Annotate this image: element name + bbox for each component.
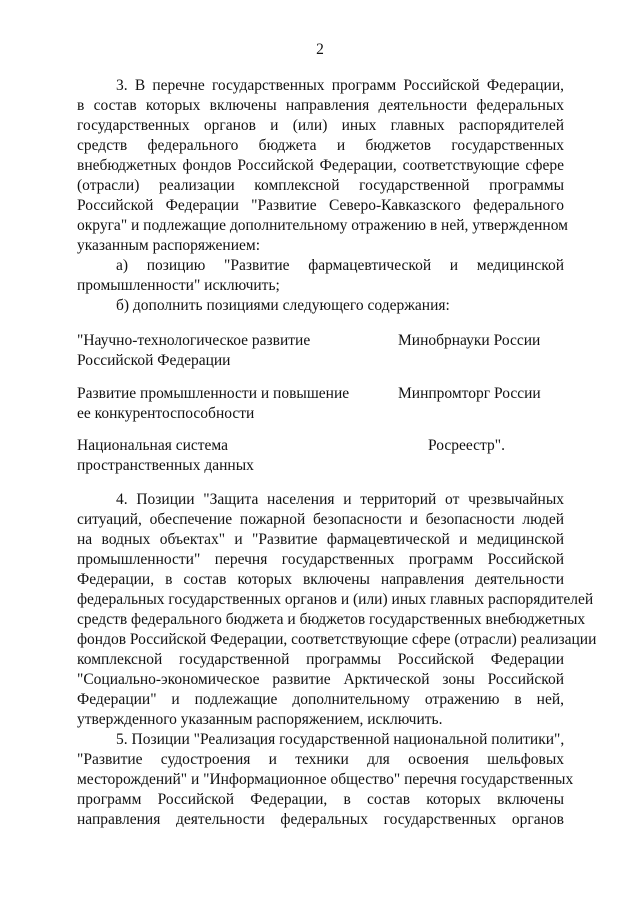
text-line: фондов Российской Федерации, соответствующие сфере (отрасли) реализации: [77, 631, 597, 648]
text-line: Российской Федерации "Развитие Северо-Кавказского федерального: [77, 197, 564, 214]
text-line: Федерации" и подлежащие дополнительному отражению в ней,: [77, 691, 564, 708]
text-line: на водных объектах" и "Развитие фармацевтической и медицинской: [77, 531, 564, 548]
text-line: "Социально-экономическое развитие Арктической зоны Российской: [77, 671, 564, 688]
position-agency: Минпромторг России: [398, 385, 541, 402]
position-agency: Минобрнауки России: [398, 332, 541, 349]
position-name: Национальная система: [77, 437, 228, 454]
text-line: указанным распоряжением:: [77, 237, 261, 254]
text-line: Федерации, в состав которых включены направления деятельности: [77, 571, 564, 588]
text-line: федеральных государственных органов и (или) иных главных распорядителей: [77, 591, 594, 608]
text-line: 3. В перечне государственных программ Российской Федерации,: [116, 77, 564, 94]
text-line: а) позицию "Развитие фармацевтической и медицинской: [116, 257, 564, 274]
text-line: средств федерального бюджета и бюджетов государственных: [77, 137, 564, 154]
text-line: 5. Позиции "Реализация государственной национальной политики",: [116, 731, 565, 748]
text-line: средств федерального бюджета и бюджетов государственных внебюджетных: [77, 611, 586, 628]
position-name: Развитие промышленности и повышение: [77, 385, 350, 402]
text-line: 4. Позиции "Защита населения и территорий от чрезвычайных: [116, 491, 564, 508]
text-line: внебюджетных фондов Российской Федерации, соответствующие сфере: [77, 157, 564, 174]
text-line: государственных органов и (или) иных главных распорядителей: [77, 117, 564, 134]
position-name: Российской Федерации: [77, 352, 231, 369]
text-line: промышленности" исключить;: [77, 277, 280, 294]
position-agency: Росреестр".: [428, 437, 505, 454]
text-line: в состав которых включены направления деятельности федеральных: [77, 97, 564, 114]
text-line: округа" и подлежащие дополнительному отражению в ней, утвержденном: [77, 217, 568, 234]
text-line: месторождений" и "Информационное общество" перечня государственных: [77, 771, 574, 788]
text-line: направления деятельности федеральных государственных органов: [77, 811, 564, 828]
position-name: "Научно-технологическое развитие: [77, 332, 311, 349]
text-line: (отрасли) реализации комплексной государственной программы: [77, 177, 564, 194]
text-line: комплексной государственной программы Российской Федерации: [77, 651, 564, 668]
text-line: программ Российской Федерации, в состав которых включены: [77, 791, 564, 808]
text-line: промышленности" перечня государственных программ Российской: [77, 551, 564, 568]
text-line: "Развитие судостроения и техники для освоения шельфовых: [77, 751, 564, 768]
page-number: 2: [316, 41, 324, 58]
text-line: утвержденного указанным распоряжением, исключить.: [77, 711, 443, 728]
position-name: ее конкурентоспособности: [77, 405, 255, 422]
text-line: б) дополнить позициями следующего содержания:: [116, 297, 450, 314]
text-line: ситуаций, обеспечение пожарной безопасности и безопасности людей: [77, 511, 564, 528]
position-name: пространственных данных: [77, 457, 254, 474]
